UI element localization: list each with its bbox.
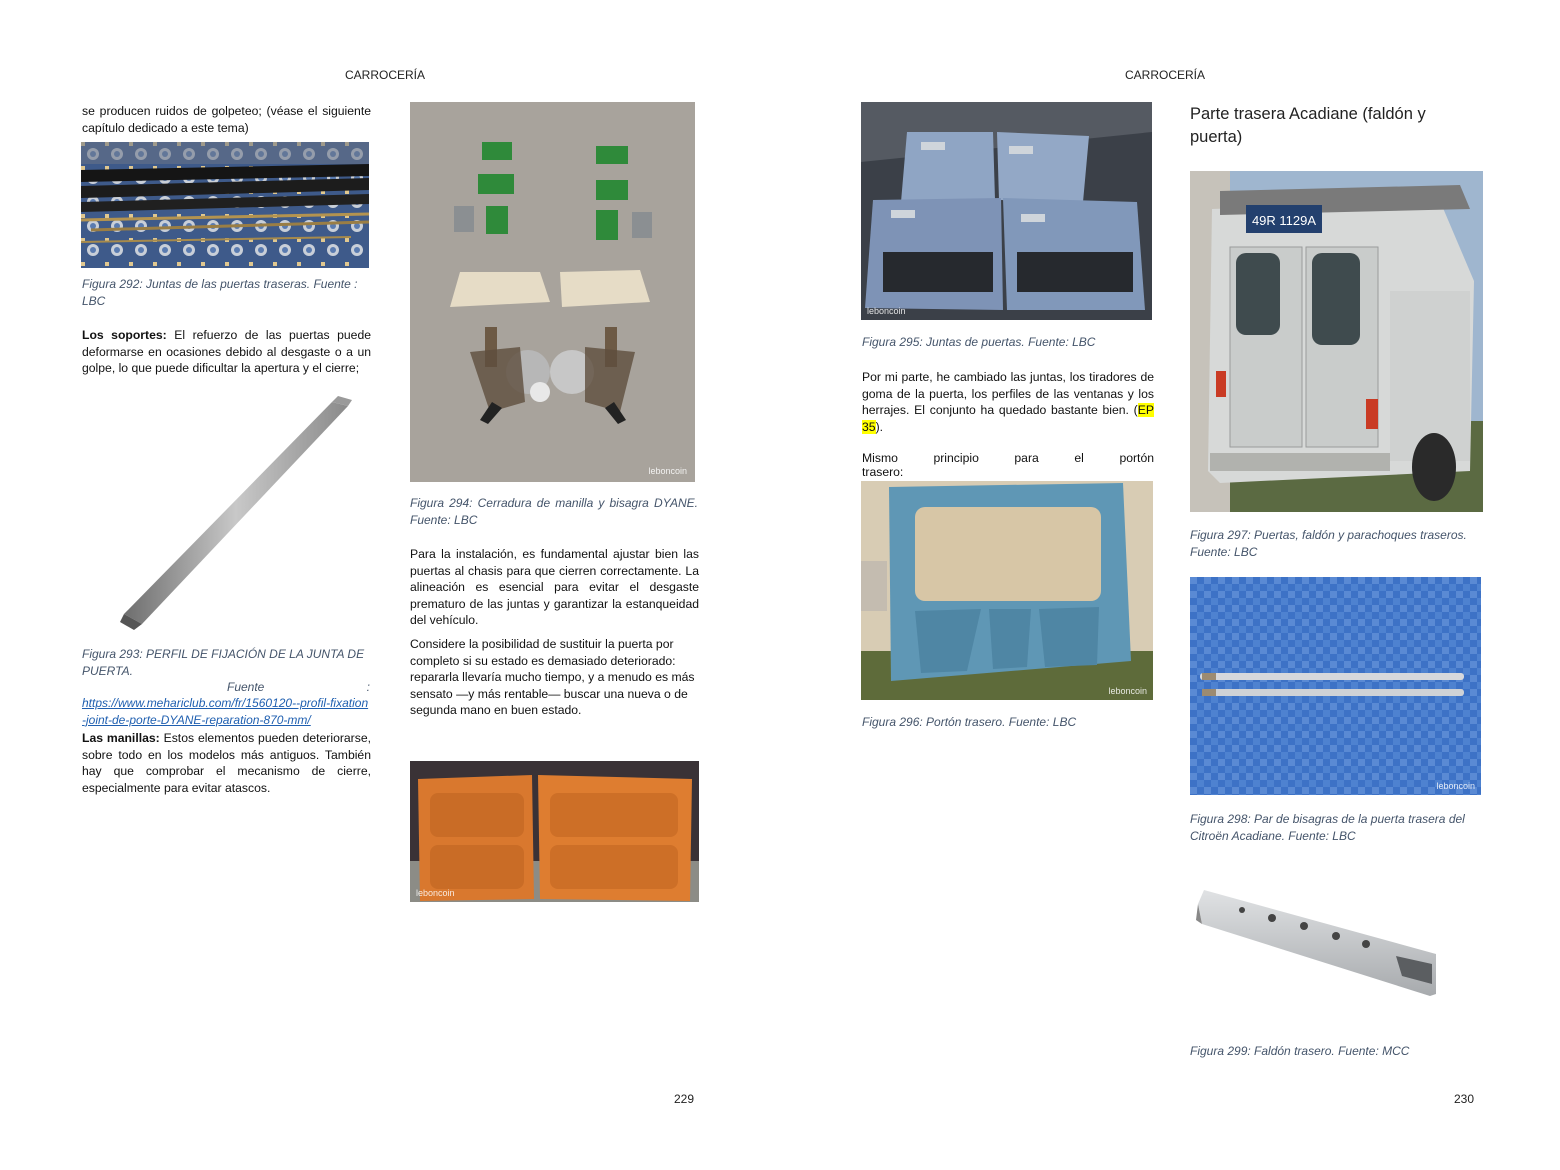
same-word: portón [1119, 451, 1154, 465]
same-word: para [1014, 451, 1039, 465]
figure-292-photo [81, 142, 369, 268]
watermark: leboncoin [416, 888, 455, 898]
supports-label: Los soportes: [82, 328, 167, 342]
figure-293-photo [112, 392, 362, 632]
install-paragraph: Para la instalación, es fundamental ajustar bien las puertas al chasis para que cierren correctamente. La alineación es esencial para evitar el desgaste prematuro de las juntas y garantizar la estanqueidad del vehículo. [410, 547, 699, 627]
supports-text: El refuerzo de las puertas puede deformarse en ocasiones debido al desgaste o a un golpe, lo que puede dificultar la apertura y el cierre; [82, 328, 371, 375]
same-principle-paragraph [862, 450, 1154, 480]
figure-294-photo [410, 102, 695, 482]
watermark: leboncoin [648, 466, 687, 476]
replace-paragraph: Considere la posibilidad de sustituir la puerta por completo si su estado es demasiado deteriorado: repararla llevaría mucho tiempo, y a menudo es más sensato —y más rentable— buscar una nueva o de segunda mano en buen estado. [410, 637, 695, 717]
figure-293-colon: : [366, 680, 370, 694]
figure-299-caption: Figura 299: Faldón trasero. Fuente: MCC [1190, 1044, 1410, 1058]
handles-paragraph [82, 730, 371, 796]
figure-293-link[interactable]: https://www.mehariclub.com/fr/1560120--profil-fixation-joint-de-porte-DYANE-reparation-870-mm/ [82, 696, 369, 727]
watermark: leboncoin [1108, 686, 1147, 696]
figure-293-source-label: Fuente [227, 680, 265, 694]
same-word: el [1074, 451, 1084, 465]
figure-299-photo [1196, 884, 1442, 999]
figure-295-photo [861, 102, 1152, 320]
changed-text: Por mi parte, he cambiado las juntas, los tiradores de goma de la puerta, los perfiles de las ventanas y los herrajes. El conjunto ha quedado bastante bien. ( [862, 370, 1154, 417]
figure-296-photo [861, 481, 1153, 700]
changed-paragraph [862, 369, 1154, 435]
license-plate: 49R 1129A [1251, 213, 1317, 228]
figure-294-caption: Figura 294: Cerradura de manilla y bisagra DYANE. Fuente: LBC [410, 496, 698, 527]
changed-end: ). [875, 419, 884, 434]
right-page-number: 230 [1454, 1092, 1475, 1106]
figure-293-caption [82, 646, 372, 728]
figure-297-caption: Figura 297: Puertas, faldón y parachoques traseros. Fuente: LBC [1190, 528, 1467, 559]
figure-298-photo [1190, 577, 1481, 795]
section-heading: Parte trasera Acadiane (faldón y puerta) [1190, 105, 1426, 146]
intro-text: se producen ruidos de golpeteo; (véase el siguiente capítulo dedicado a este tema) [82, 104, 371, 135]
left-page-number: 229 [674, 1092, 695, 1106]
orange-door-panels-photo [410, 761, 699, 902]
figure-295-caption: Figura 295: Juntas de puertas. Fuente: LBC [862, 335, 1096, 349]
same-word: Mismo [862, 451, 898, 465]
figure-298-caption: Figura 298: Par de bisagras de la puerta trasera del Citroën Acadiane. Fuente: LBC [1190, 812, 1465, 843]
watermark: leboncoin [1436, 781, 1475, 791]
figure-292-caption: Figura 292: Juntas de las puertas traseras. Fuente : LBC [82, 277, 358, 308]
handles-label: Las manillas: [82, 731, 160, 745]
figure-293-title: Figura 293: PERFIL DE FIJACIÓN DE LA JUNTA DE PUERTA. [82, 647, 365, 678]
handles-text: Estos elementos pueden deteriorarse, sobre todo en los modelos más antiguos. También hay que comprobar el mecanismo de cierre, especialmente para evitar atascos. [82, 731, 371, 795]
figure-297-photo [1190, 171, 1483, 512]
supports-paragraph [82, 327, 371, 377]
ep35-highlight: EP 35 [862, 403, 1154, 434]
figure-296-caption: Figura 296: Portón trasero. Fuente: LBC [862, 715, 1077, 729]
same-end: trasero: [862, 464, 904, 479]
left-page-header: CARROCERÍA [345, 68, 426, 82]
watermark: leboncoin [867, 306, 906, 316]
same-word: principio [933, 451, 979, 465]
right-page-header: CARROCERÍA [1125, 68, 1206, 82]
